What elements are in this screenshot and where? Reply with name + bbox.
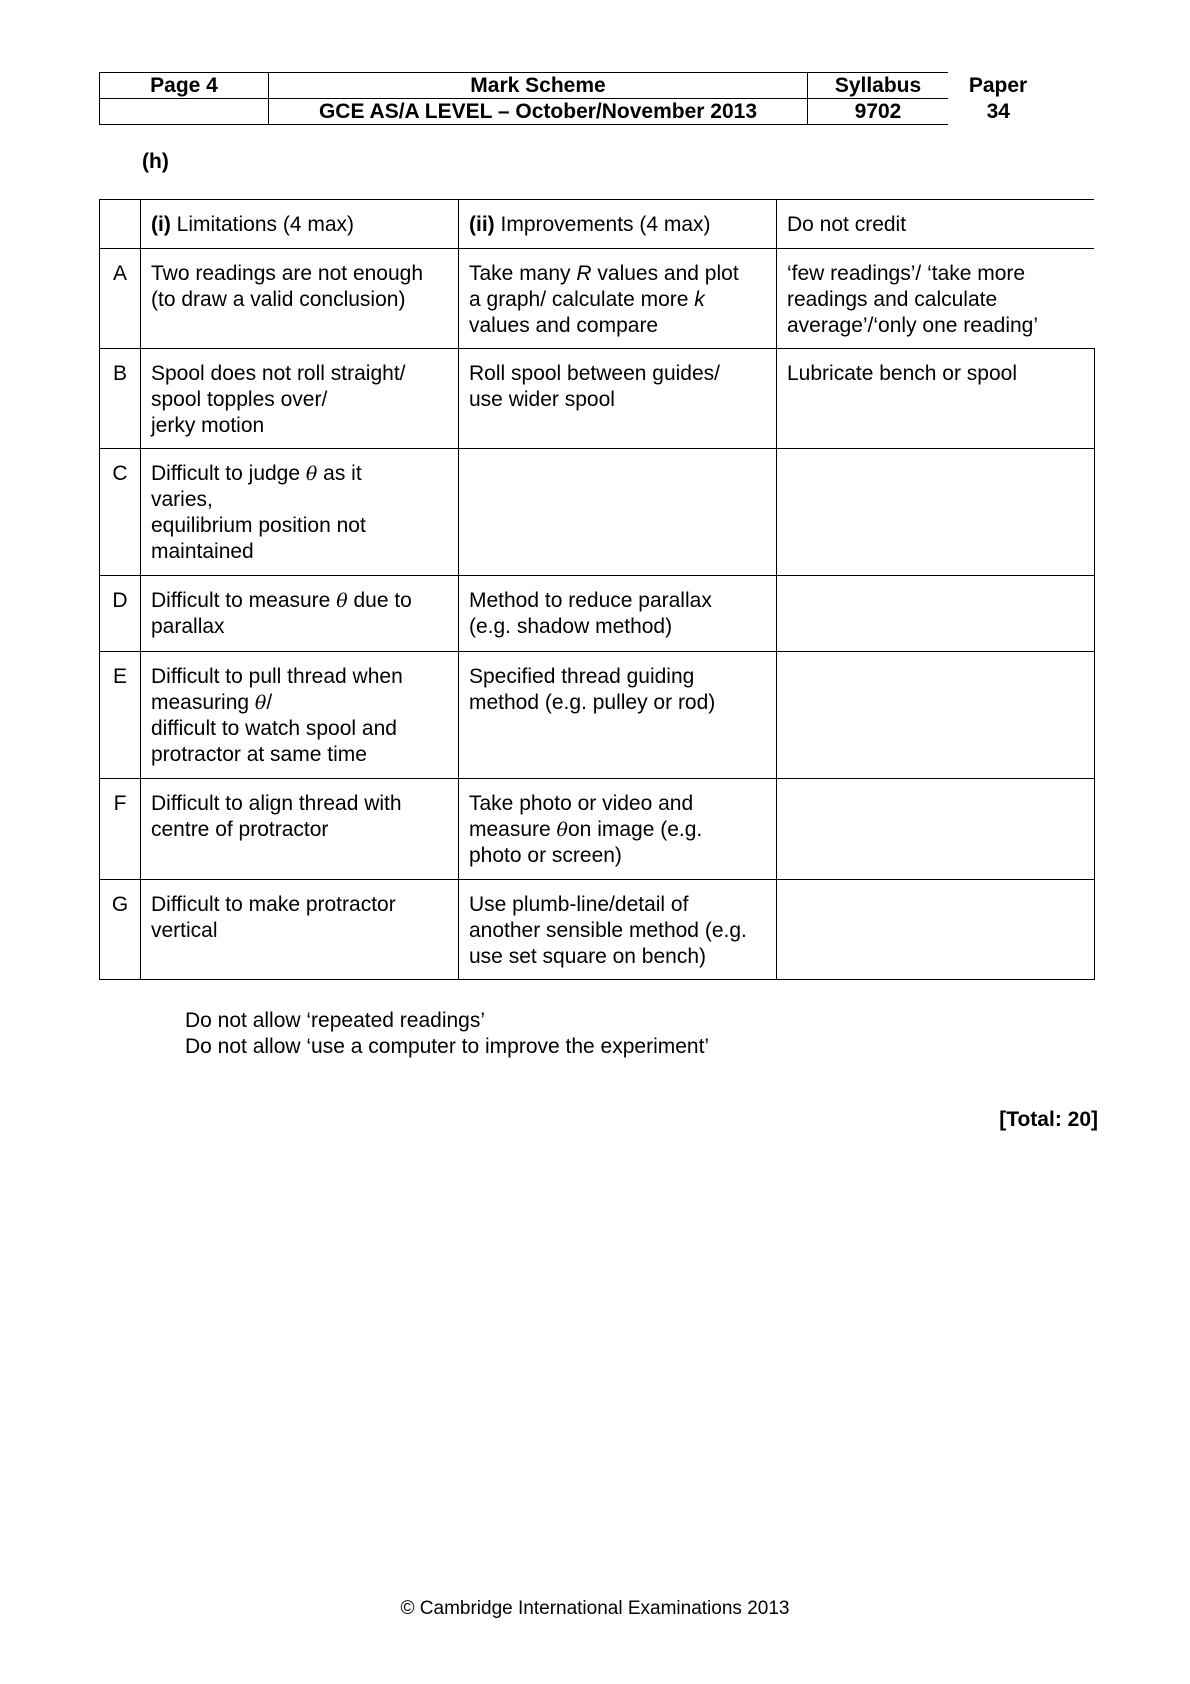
no-credit-cell <box>777 449 1095 576</box>
table-row <box>100 652 1095 779</box>
improvement-cell: Take photo or video and measure θon image (e.g. photo or screen) <box>459 779 777 880</box>
limitation-cell: Difficult to pull thread when measuring θ/ difficult to watch spool and protractor at same time <box>141 652 459 779</box>
improvement-cell: Use plumb-line/detail of another sensible method (e.g. use set square on bench) <box>459 880 777 980</box>
no-credit-cell <box>777 652 1095 779</box>
theta-symbol: θ <box>305 463 318 485</box>
row-letter: F <box>100 779 141 880</box>
page-header <box>99 72 1049 125</box>
table-row <box>100 449 1095 576</box>
table-row <box>100 576 1095 652</box>
row-letter: C <box>100 449 141 576</box>
row-letter: B <box>100 349 141 449</box>
no-credit-cell: Lubricate bench or spool <box>777 349 1095 449</box>
header-limitations: (i) Limitations (4 max) <box>141 200 459 249</box>
note-line: Do not allow ‘repeated readings’ <box>185 1009 486 1032</box>
improvement-cell: Method to reduce parallax (e.g. shadow method) <box>459 576 777 652</box>
limitation-cell: Two readings are not enough (to draw a valid conclusion) <box>141 249 459 349</box>
row-letter: E <box>100 652 141 779</box>
header-blank-cell <box>100 99 269 125</box>
table-row <box>100 880 1095 980</box>
mark-scheme-table <box>99 199 1095 980</box>
limitation-cell: Difficult to make protractor vertical <box>141 880 459 980</box>
corner-cell <box>100 200 141 249</box>
header-do-not-credit: Do not credit <box>777 200 1095 249</box>
no-credit-cell: ‘few readings’/ ‘take more readings and calculate average’/‘only one reading’ <box>777 249 1095 349</box>
page-number: Page 4 <box>100 73 269 99</box>
limitation-cell: Difficult to align thread with centre of protractor <box>141 779 459 880</box>
note-line: Do not allow ‘use a computer to improve the experiment’ <box>185 1035 710 1058</box>
row-letter: D <box>100 576 141 652</box>
syllabus-code: 9702 <box>808 99 949 125</box>
syllabus-label: Syllabus <box>808 73 949 99</box>
improvement-cell: Take many R values and plot a graph/ calculate more k values and compare <box>459 249 777 349</box>
no-credit-cell <box>777 779 1095 880</box>
total-marks: [Total: 20] <box>999 1108 1098 1131</box>
row-letter: G <box>100 880 141 980</box>
exam-session: GCE AS/A LEVEL – October/November 2013 <box>269 99 808 125</box>
theta-symbol: θ <box>336 590 348 612</box>
header-improvements: (ii) Improvements (4 max) <box>459 200 777 249</box>
paper-number: 34 <box>986 100 1010 123</box>
limitation-cell: Difficult to measure θ due to parallax <box>141 576 459 652</box>
theta-symbol: θ <box>556 819 568 841</box>
document-title: Mark Scheme <box>269 73 808 99</box>
improvement-cell: Roll spool between guides/ use wider spool <box>459 349 777 449</box>
copyright-footer: © Cambridge International Examinations 2013 <box>400 1598 790 1619</box>
no-credit-cell <box>777 576 1095 652</box>
theta-symbol: θ <box>254 692 267 714</box>
table-row <box>100 249 1095 349</box>
improvement-cell <box>459 449 777 576</box>
improvement-cell: Specified thread guiding method (e.g. pulley or rod) <box>459 652 777 779</box>
table-row <box>100 779 1095 880</box>
limitation-cell: Difficult to judge θ as it varies, equilibrium position not maintained <box>141 449 459 576</box>
section-label: (h) <box>142 150 169 173</box>
limitation-cell: Spool does not roll straight/ spool topples over/ jerky motion <box>141 349 459 449</box>
notes <box>185 1008 709 1060</box>
no-credit-cell <box>777 880 1095 980</box>
row-letter: A <box>100 249 141 349</box>
paper-label: Paper <box>968 74 1028 97</box>
table-row <box>100 349 1095 449</box>
